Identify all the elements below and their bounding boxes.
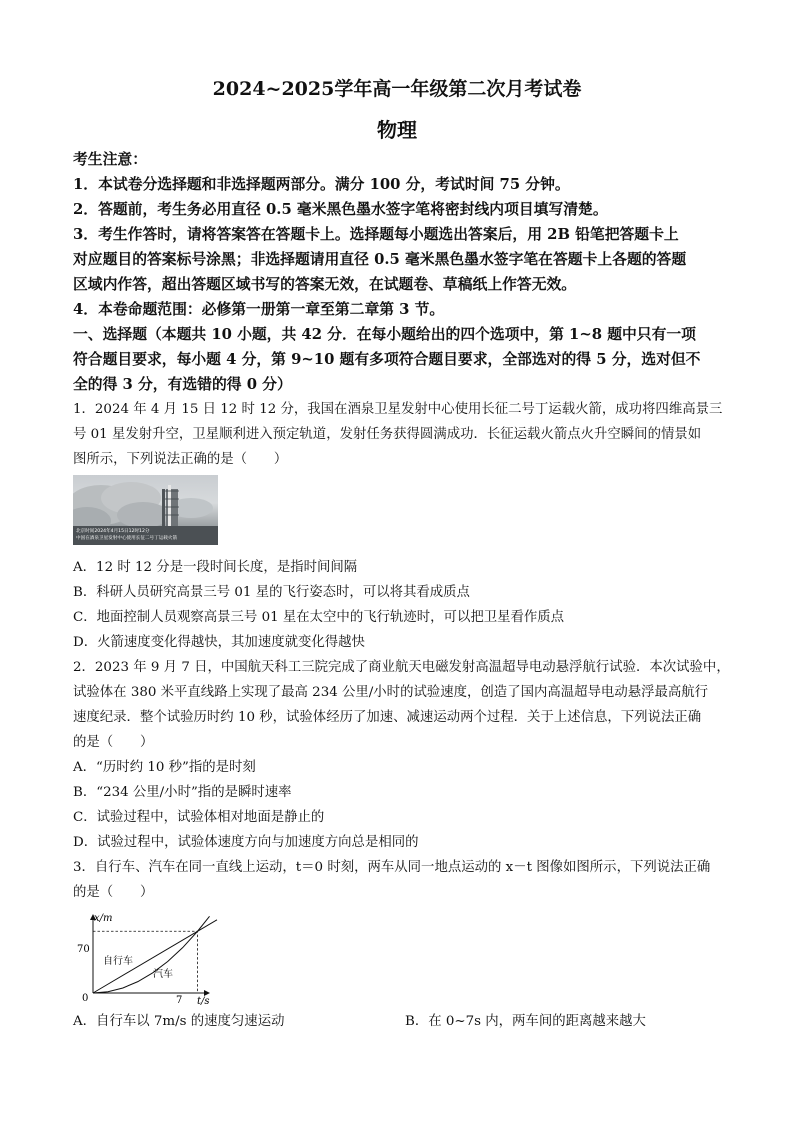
photo-caption: 北京时间2024年4月15日12时12分 (76, 529, 150, 534)
q1-stem: 号 01 星发射升空，卫星顺利进入预定轨道，发射任务获得圆满成功．长征运载火箭点火升空瞬间的情景如 (73, 427, 702, 442)
q2-stem: 试验体在 380 米平直线路上实现了最高 234 公里/小时的试验速度，创造了国内高温超导电动悬浮最高航行 (73, 685, 709, 700)
y-tick-label: 70 (77, 944, 90, 955)
q2-option-a: A．“历时约 10 秒”指的是时刻 (73, 760, 256, 775)
notice-line: 4．本卷命题范围：必修第一册第一章至第二章第 3 节。 (73, 301, 445, 318)
q3-stem: 3．自行车、汽车在同一直线上运动，t＝0 时刻，两车从同一地点运动的 x－t 图像如图所示，下列说法正确 (73, 860, 711, 875)
bike-series-label: 自行车 (103, 956, 133, 967)
photo-caption: 中国在酒泉卫星发射中心使用长征二号丁运载火箭 (76, 536, 178, 541)
q3-option-b: B．在 0~7s 内，两车间的距离越来越大 (405, 1014, 646, 1029)
x-tick-label: 7 (176, 995, 183, 1006)
q2-stem: 的是（ ） (73, 735, 154, 750)
q1-option-a: A．12 时 12 分是一段时间长度，是指时间间隔 (73, 560, 358, 575)
q3-stem: 的是（ ） (73, 885, 154, 900)
q1-stem: 图所示，下列说法正确的是（ ） (73, 452, 288, 467)
notice-line: 对应题目的答案标号涂黑；非选择题请用直径 0.5 毫米黑色墨水签字笔在答题卡上各题的答题 (73, 251, 687, 268)
q1-stem: 1．2024 年 4 月 15 日 12 时 12 分，我国在酒泉卫星发射中心使用长征二号丁运载火箭，成功将四维高景三 (73, 402, 723, 417)
q2-option-d: D．试验过程中，试验体速度方向与加速度方向总是相同的 (73, 835, 419, 850)
notice-heading: 考生注意： (73, 151, 147, 168)
xt-graph (73, 910, 223, 1006)
section-instruction: 符合题目要求，每小题 4 分，第 9~10 题有多项符合题目要求，全部选对的得 5 分，选对但不 (73, 351, 701, 368)
q2-option-b: B．“234 公里/小时”指的是瞬时速率 (73, 785, 292, 800)
origin-label: 0 (82, 993, 89, 1004)
q2-stem: 2．2023 年 9 月 7 日，中国航天科工三院完成了商业航天电磁发射高温超导电动悬浮航行试验．本次试验中， (73, 660, 730, 675)
notice-line: 区域内作答，超出答题区域书写的答案无效，在试题卷、草稿纸上作答无效。 (73, 276, 577, 293)
section-instruction: 全的得 3 分，有选错的得 0 分） (73, 376, 292, 393)
notice-line: 3．考生作答时，请将答案答在答题卡上。选择题每小题选出答案后，用 2B 铅笔把答题卡上 (73, 226, 679, 243)
q1-option-d: D．火箭速度变化得越快，其加速度就变化得越快 (73, 635, 365, 650)
q2-option-c: C．试验过程中，试验体相对地面是静止的 (73, 810, 325, 825)
y-axis-label: x/m (94, 913, 113, 924)
notice-line: 1．本试卷分选择题和非选择题两部分。满分 100 分，考试时间 75 分钟。 (73, 176, 570, 193)
q3-option-a: A．自行车以 7m/s 的速度匀速运动 (73, 1014, 285, 1029)
q2-stem: 速度纪录．整个试验历时约 10 秒，试验体经历了加速、减速运动两个过程．关于上述信息，下列说法正确 (73, 710, 702, 725)
car-series-label: 汽车 (153, 969, 173, 980)
notice-line: 2．答题前，考生务必用直径 0.5 毫米黑色墨水签字笔将密封线内项目填写清楚。 (73, 201, 608, 218)
x-axis-label: t/s (197, 996, 210, 1006)
exam-title: 2024~2025学年高一年级第二次月考试卷 (212, 78, 582, 100)
q1-option-c: C．地面控制人员观察高景三号 01 星在太空中的飞行轨迹时，可以把卫星看作质点 (73, 610, 565, 625)
q1-option-b: B．科研人员研究高景三号 01 星的飞行姿态时，可以将其看成质点 (73, 585, 470, 600)
subject-title: 物理 (377, 118, 417, 142)
car-curve (93, 916, 210, 993)
rocket-launch-photo (73, 475, 218, 545)
section-instruction: 一、选择题（本题共 10 小题，共 42 分．在每小题给出的四个选项中，第 1~8 题中只有一项 (73, 326, 696, 343)
